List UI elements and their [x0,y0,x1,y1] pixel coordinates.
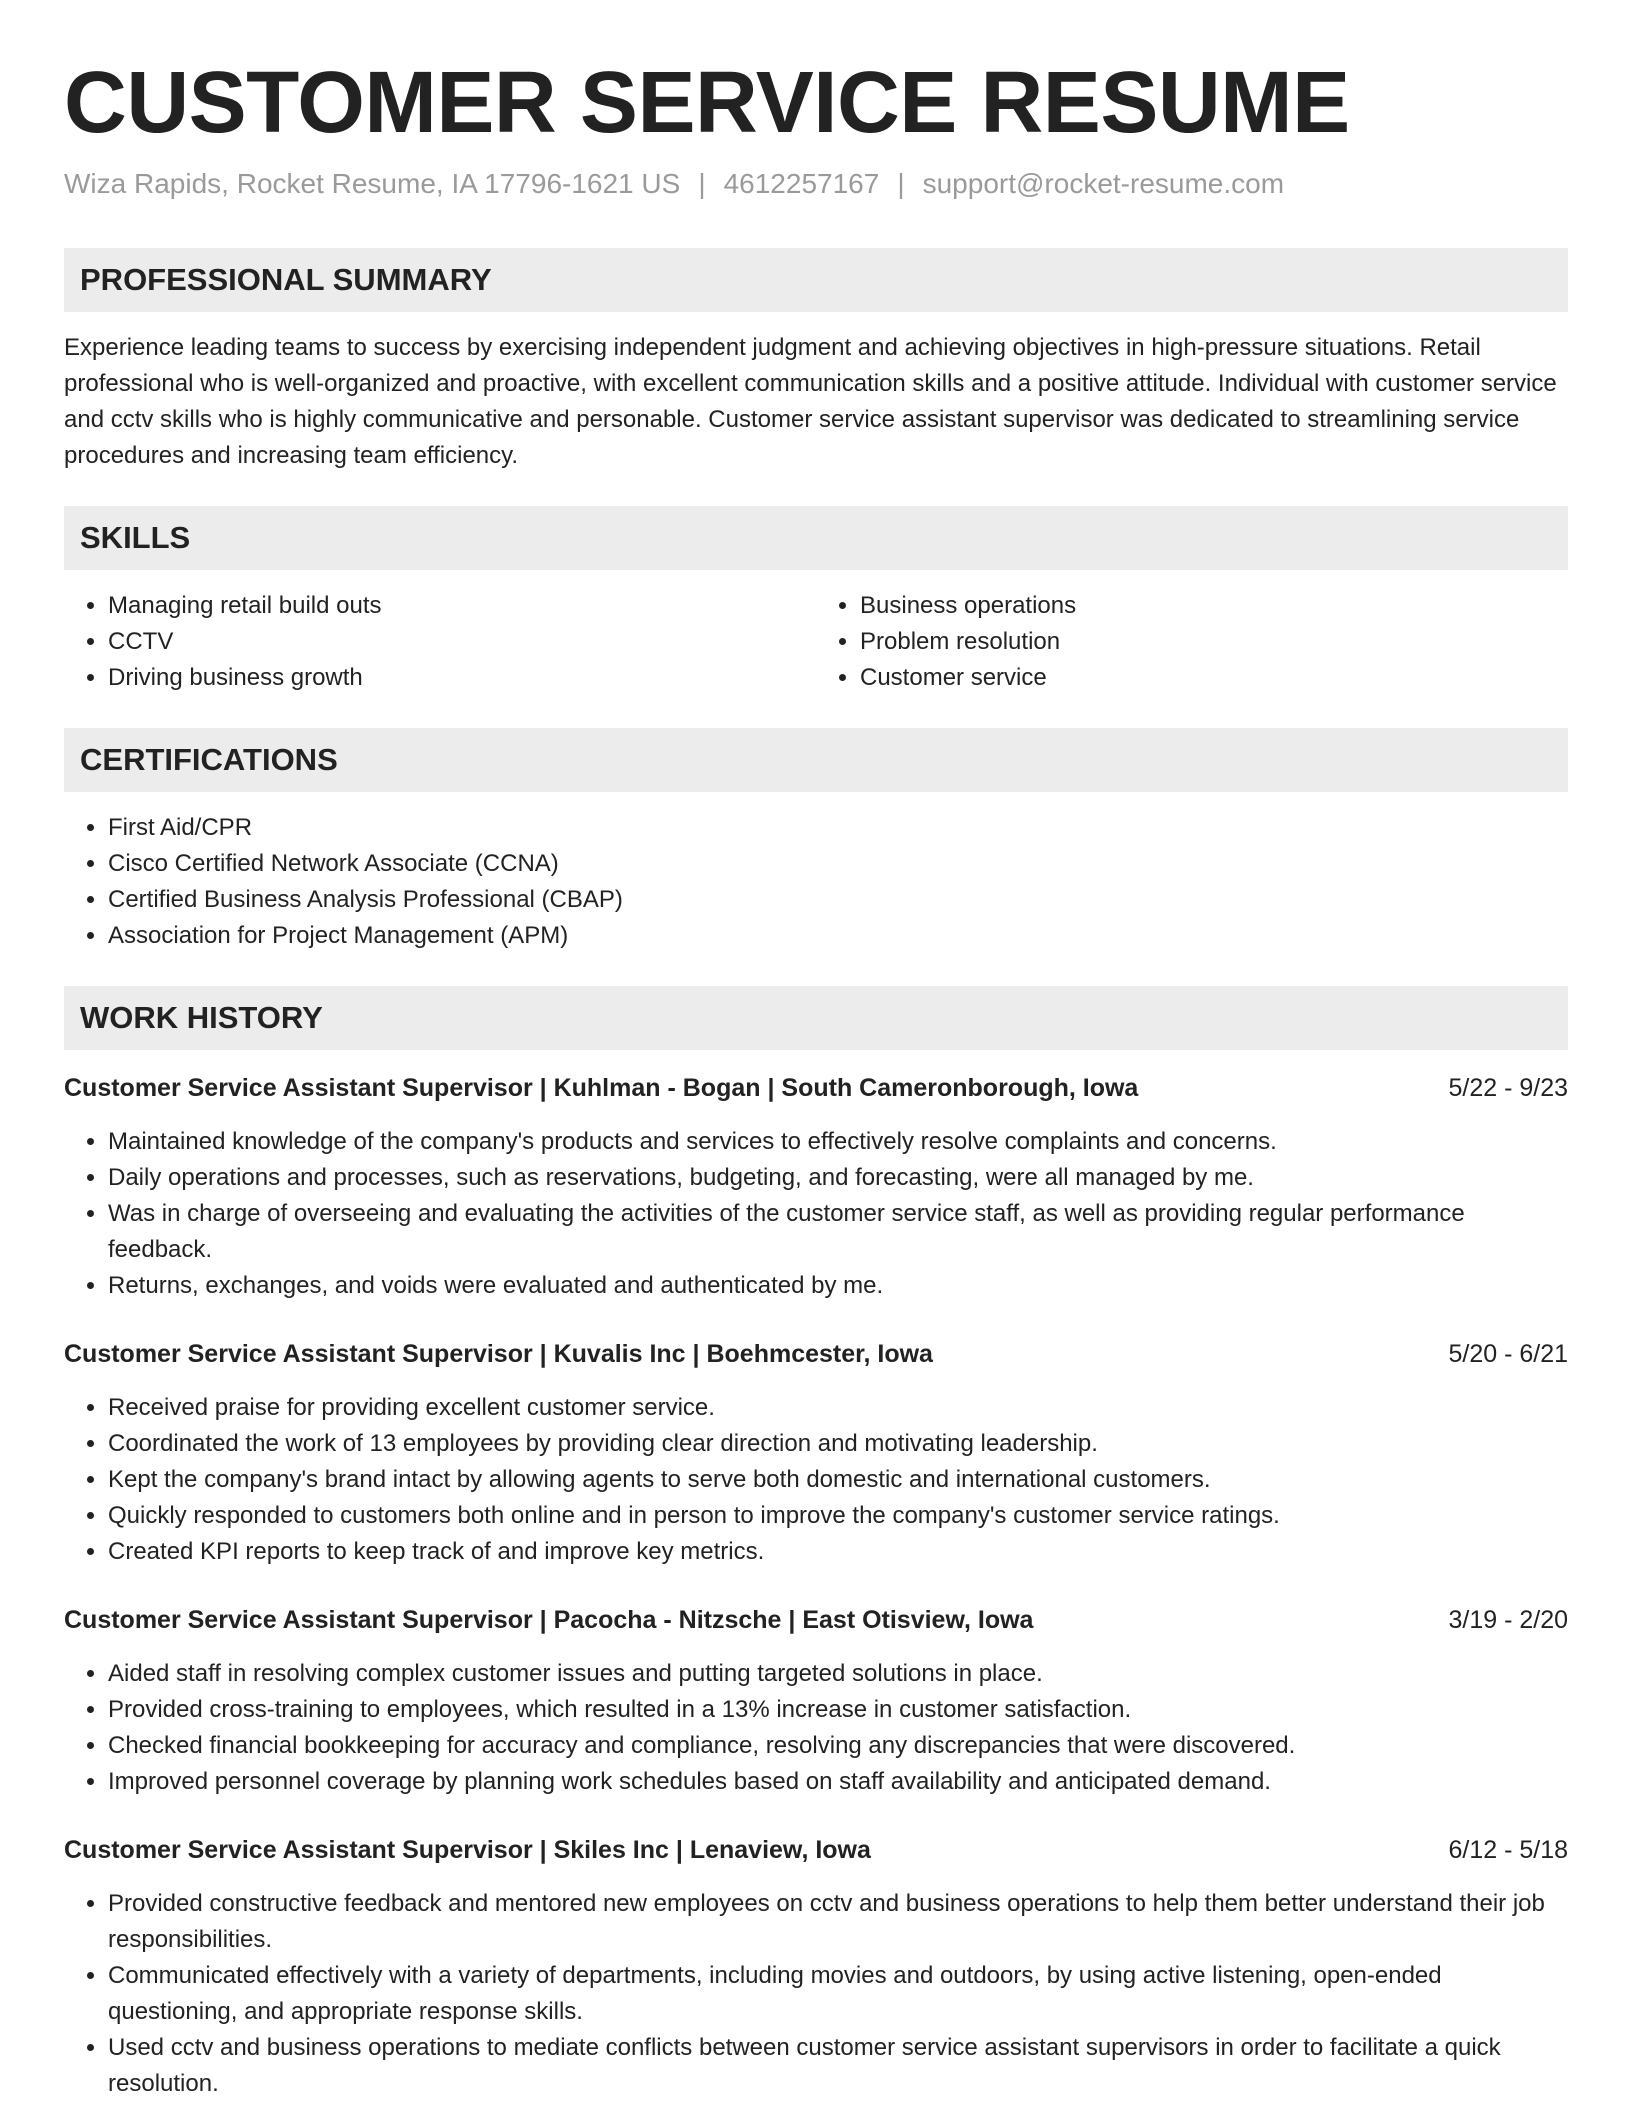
job-bullets [64,1124,1568,1304]
skill-item: • Managing retail build outs [108,588,816,624]
job-title: Customer Service Assistant Supervisor | Pacocha - Nitzsche | East Otisview, Iowa [64,1606,1034,1634]
job-bullet: • Daily operations and processes, such as reservations, budgeting, and forecasting, were all managed by me. [108,1160,1568,1196]
job-header [64,1602,1568,1638]
work-history-heading: WORK HISTORY [64,986,1568,1050]
job-entry [64,1336,1568,1570]
contact-separator: | [698,168,706,199]
contact-separator: | [897,168,905,199]
skill-item: • Business operations [860,588,1568,624]
skill-item: • Problem resolution [860,624,1568,660]
job-bullet: • Was in charge of overseeing and evaluating the activities of the customer service staff, as well as providing regular performance feedback. [108,1196,1568,1268]
contact-email: support@rocket-resume.com [922,168,1285,199]
job-bullet: • Communicated effectively with a variety of departments, including movies and outdoors, by using active listening, open-ended questioning, and appropriate response skills. [108,1958,1568,2030]
certification-item: • First Aid/CPR [108,810,1568,846]
job-bullets [64,1390,1568,1570]
job-bullet: • Aided staff in resolving complex customer issues and putting targeted solutions in place. [108,1656,1568,1692]
job-entry [64,1832,1568,2102]
skills-right-list [816,588,1568,696]
job-bullet: • Returns, exchanges, and voids were evaluated and authenticated by me. [108,1268,1568,1304]
summary-heading: PROFESSIONAL SUMMARY [64,248,1568,312]
certification-item: • Certified Business Analysis Professional (CBAP) [108,882,1568,918]
skill-item: • Driving business growth [108,660,816,696]
job-bullets [64,1656,1568,1800]
certification-item: • Association for Project Management (APM) [108,918,1568,954]
certification-item: • Cisco Certified Network Associate (CCNA) [108,846,1568,882]
job-bullet: • Improved personnel coverage by planning work schedules based on staff availability and anticipated demand. [108,1764,1568,1800]
job-dates: 6/12 - 5/18 [1448,1836,1568,1864]
job-dates: 3/19 - 2/20 [1448,1606,1568,1634]
job-dates: 5/20 - 6/21 [1448,1340,1568,1368]
resume-title: CUSTOMER SERVICE RESUME [64,54,1350,151]
job-bullet: • Received praise for providing excellent customer service. [108,1390,1568,1426]
job-entry [64,1602,1568,1800]
skill-item: • CCTV [108,624,816,660]
job-bullet: • Used cctv and business operations to mediate conflicts between customer service assistant supervisors in order to facilitate a quick resolution. [108,2030,1568,2102]
skills-left-list [64,588,816,696]
job-bullet: • Provided constructive feedback and mentored new employees on cctv and business operations to help them better understand their job responsibilities. [108,1886,1568,1958]
skills-columns [64,588,1568,696]
job-bullet: • Maintained knowledge of the company's products and services to effectively resolve complaints and concerns. [108,1124,1568,1160]
job-title: Customer Service Assistant Supervisor | Kuhlman - Bogan | South Cameronborough, Iowa [64,1074,1139,1102]
job-bullet: • Quickly responded to customers both online and in person to improve the company's customer service ratings. [108,1498,1568,1534]
skills-heading: SKILLS [64,506,1568,570]
summary-text: Experience leading teams to success by exercising independent judgment and achieving objectives in high-pressure situations. Retail professional who is well-organized and proactive, with excellent communication skills and a positive attitude. Individual with customer service and cctv skills who is highly communicative and personable. Customer service assistant supervisor was dedicated to streamlining service procedures and increasing team efficiency. [64,334,1557,469]
certifications-list [64,810,1568,954]
contact-address: Wiza Rapids, Rocket Resume, IA 17796-1621 US [64,168,681,199]
job-bullet: • Created KPI reports to keep track of and improve key metrics. [108,1534,1568,1570]
job-dates: 5/22 - 9/23 [1448,1074,1568,1102]
job-bullet: • Provided cross-training to employees, which resulted in a 13% increase in customer satisfaction. [108,1692,1568,1728]
job-bullet: • Coordinated the work of 13 employees by providing clear direction and motivating leadership. [108,1426,1568,1462]
job-header [64,1832,1568,1868]
contact-phone: 4612257167 [723,168,880,199]
job-entry [64,1070,1568,1304]
job-title: Customer Service Assistant Supervisor | Skiles Inc | Lenaview, Iowa [64,1836,871,1864]
job-header [64,1070,1568,1106]
skill-item: • Customer service [860,660,1568,696]
job-bullets [64,1886,1568,2102]
job-bullet: • Kept the company's brand intact by allowing agents to serve both domestic and international customers. [108,1462,1568,1498]
job-header [64,1336,1568,1372]
job-bullet: • Checked financial bookkeeping for accuracy and compliance, resolving any discrepancies that were discovered. [108,1728,1568,1764]
job-title: Customer Service Assistant Supervisor | Kuvalis Inc | Boehmcester, Iowa [64,1340,933,1368]
certifications-heading: CERTIFICATIONS [64,728,1568,792]
contact-line [64,164,1568,204]
